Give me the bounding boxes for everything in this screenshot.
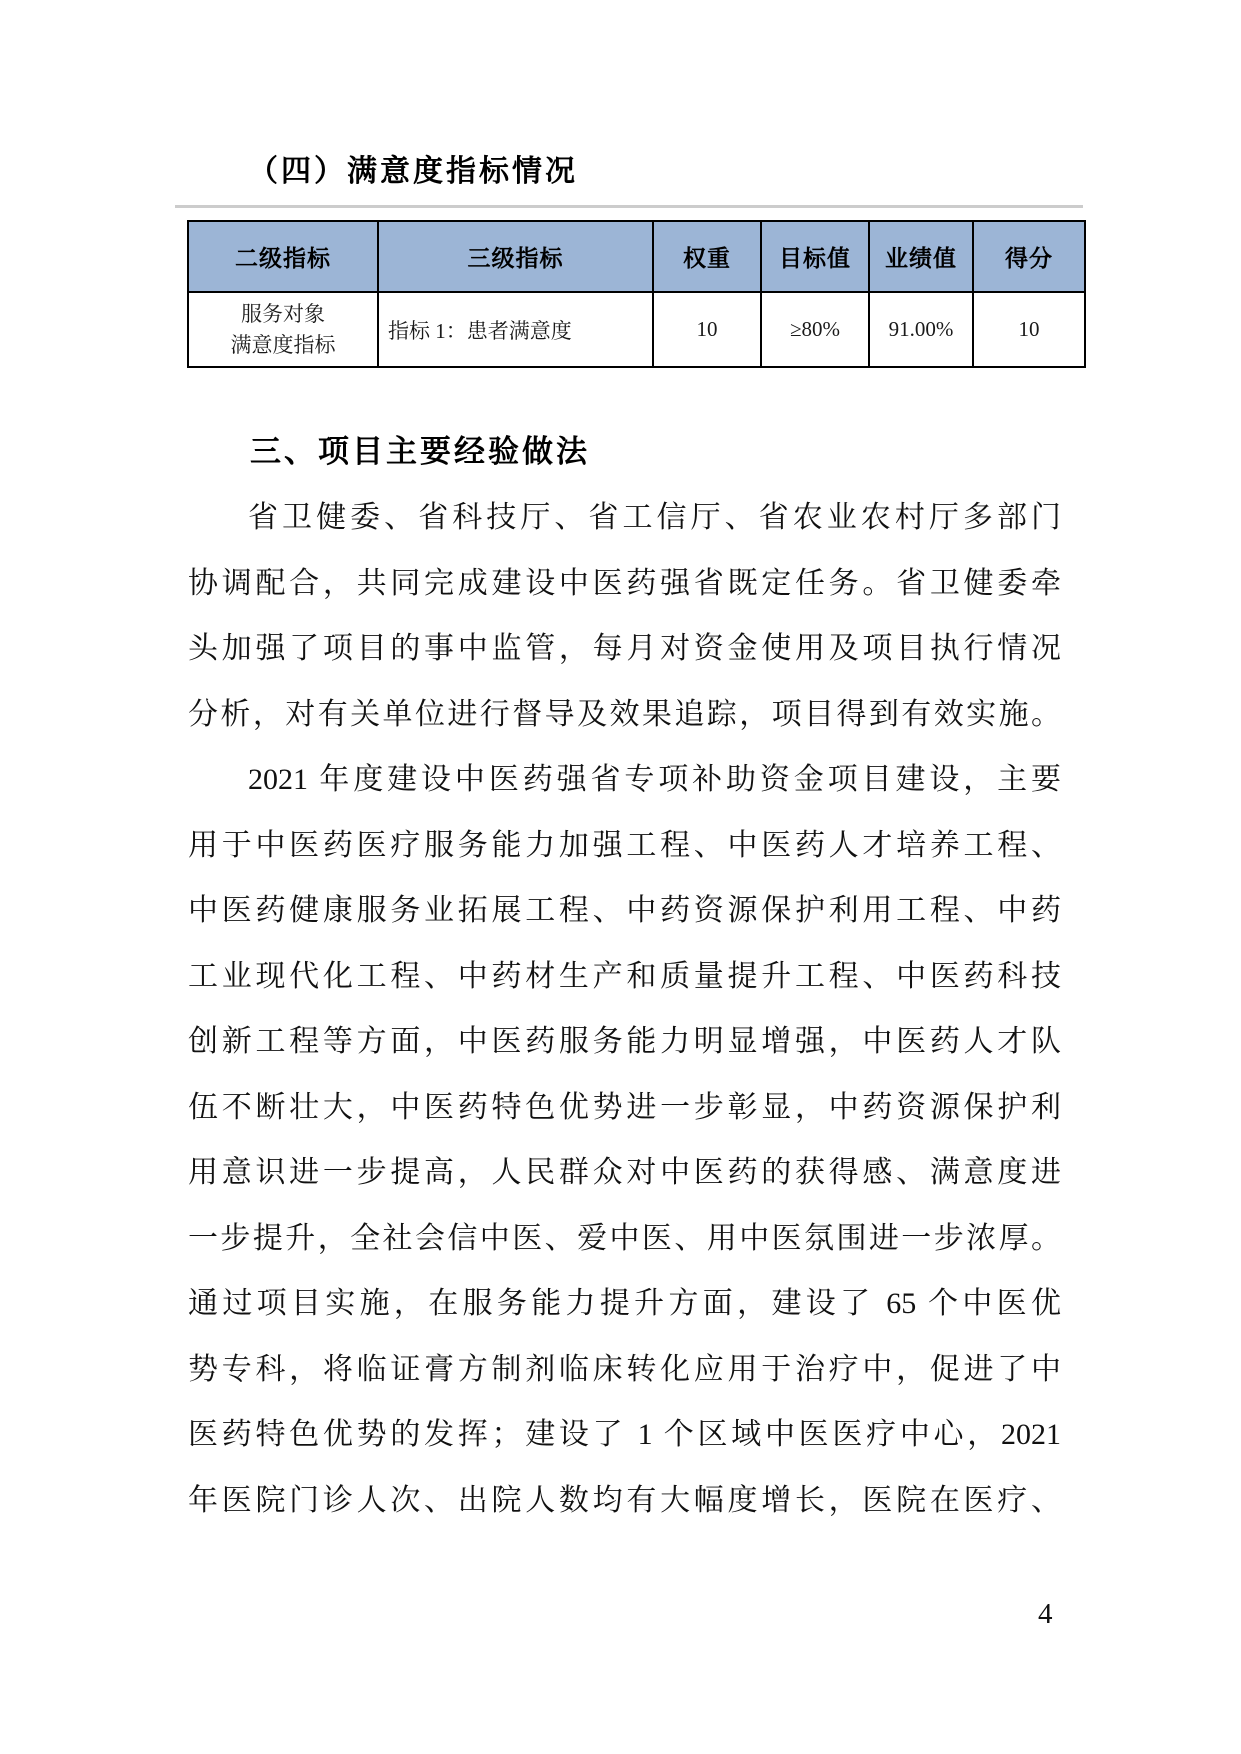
body-line: 头加强了项目的事中监管，每月对资金使用及项目执行情况: [188, 632, 1061, 665]
cell-score: 10: [973, 292, 1085, 367]
body-text: [188, 485, 1061, 1533]
body-line: 中医药健康服务业拓展工程、中药资源保护利用工程、中药: [188, 894, 1061, 927]
col-header-score: 得分: [973, 221, 1085, 292]
body-line: 通过项目实施，在服务能力提升方面，建设了 65 个中医优: [188, 1287, 1061, 1320]
col-header-weight: 权重: [653, 221, 761, 292]
table-header-row: [188, 221, 1085, 292]
cell-weight: 10: [653, 292, 761, 367]
col-header-level3-indicator: 三级指标: [378, 221, 653, 292]
body-line: 年医院门诊人次、出院人数均有大幅度增长，医院在医疗、: [188, 1483, 1061, 1517]
body-line: 协调配合，共同完成建设中医药强省既定任务。省卫健委牵: [188, 566, 1061, 600]
scan-artifact-line: [175, 205, 1083, 208]
body-line: 分析，对有关单位进行督导及效果追踪，项目得到有效实施。: [188, 697, 1061, 731]
section-heading-satisfaction: （四）满意度指标情况: [248, 155, 578, 188]
body-line: 2021 年度建设中医药强省专项补助资金项目建设，主要: [248, 763, 1061, 796]
body-line: 创新工程等方面，中医药服务能力明显增强，中医药人才队: [188, 1025, 1061, 1058]
page-number: 4: [1038, 1598, 1053, 1630]
body-line: 工业现代化工程、中药材生产和质量提升工程、中医药科技: [188, 959, 1061, 993]
col-header-level2-indicator: 二级指标: [188, 221, 378, 292]
cell-target-value: ≥80%: [761, 292, 869, 367]
col-header-target-value: 目标值: [761, 221, 869, 292]
body-line: 伍不断壮大，中医药特色优势进一步彰显，中药资源保护利: [188, 1090, 1061, 1124]
body-line: 用意识进一步提高，人民群众对中医药的获得感、满意度进: [188, 1156, 1061, 1189]
cell-level2-line: 满意度指标: [230, 332, 336, 357]
body-line: 用于中医药医疗服务能力加强工程、中医药人才培养工程、: [188, 828, 1061, 862]
cell-performance-value: 91.00%: [869, 292, 973, 367]
body-line: 势专科，将临证膏方制剂临床转化应用于治疗中，促进了中: [188, 1352, 1061, 1386]
cell-level3-indicator: 指标 1：患者满意度: [378, 292, 653, 367]
section-heading-experience: 三、项目主要经验做法: [250, 434, 590, 469]
table-row: [188, 292, 1085, 367]
cell-level2-indicator: [188, 292, 378, 367]
body-line: 医药特色优势的发挥；建设了 1 个区域中医医疗中心，2021: [188, 1418, 1061, 1451]
body-line: 一步提升，全社会信中医、爱中医、用中医氛围进一步浓厚。: [188, 1221, 1061, 1255]
cell-level2-line: 服务对象: [241, 301, 325, 326]
col-header-performance-value: 业绩值: [869, 221, 973, 292]
body-line: 省卫健委、省科技厅、省工信厅、省农业农村厅多部门: [248, 501, 1061, 534]
satisfaction-indicator-table: [187, 220, 1086, 368]
